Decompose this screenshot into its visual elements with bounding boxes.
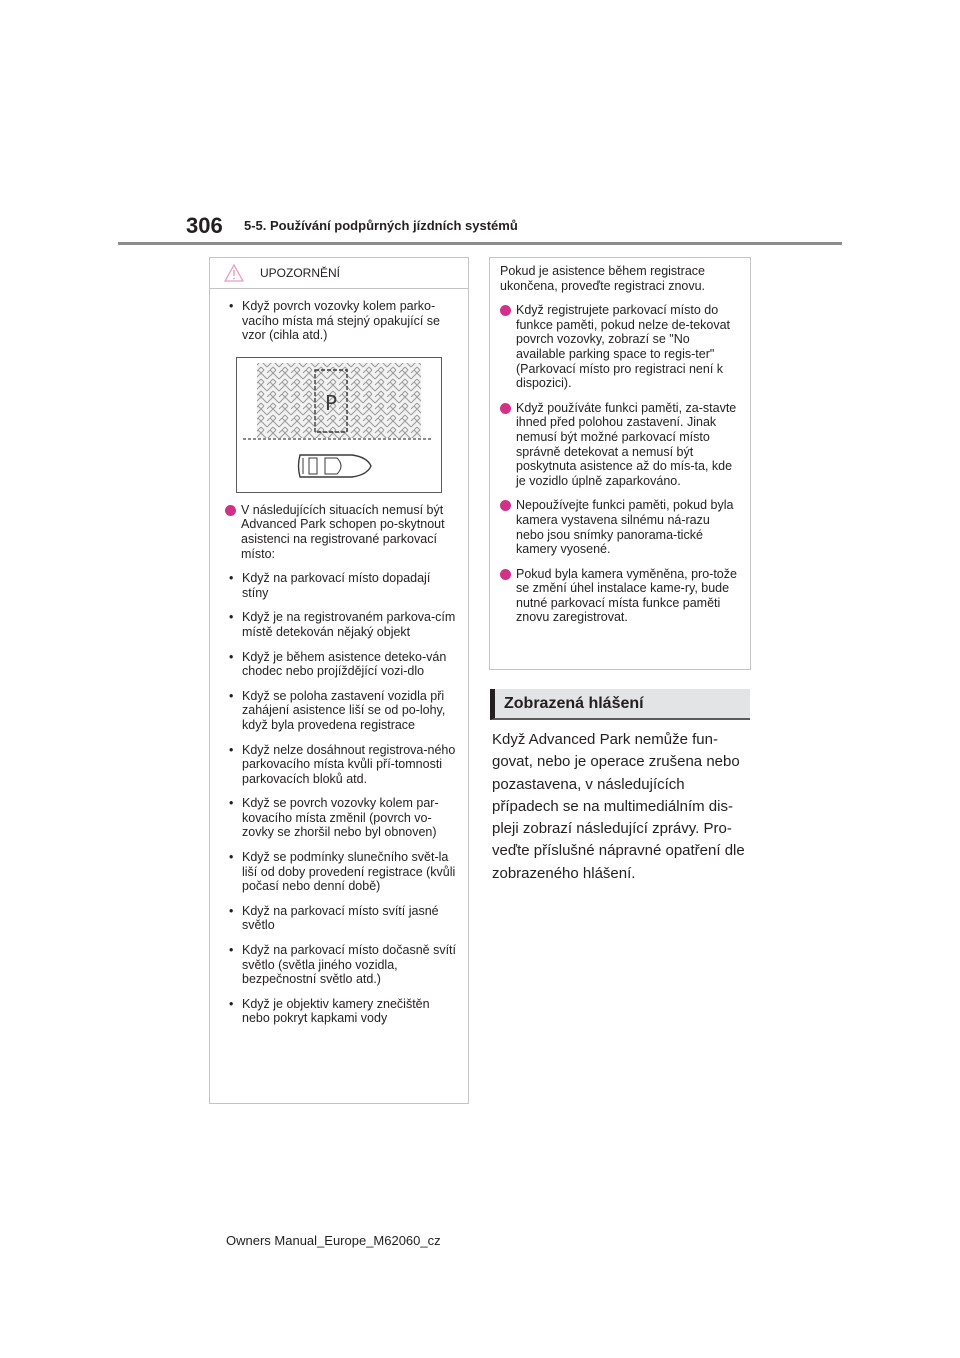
note-box bbox=[489, 257, 751, 670]
section-title: Zobrazená hlášení bbox=[490, 689, 750, 720]
page-number: 306 bbox=[186, 213, 223, 238]
list-item: • Když se poloha zastavení vozidla při zahájení asistence liší se od po-lohy, když byla provedena registrace bbox=[225, 689, 458, 733]
warning-content bbox=[210, 299, 468, 1026]
footer-text: Owners Manual_Europe_M62060_cz bbox=[226, 1233, 441, 1248]
list-item: Nepoužívejte funkci paměti, pokud byla kamera vystavena silnému ná-razu nebo jsou snímky panorama-tické kamery vyosené. bbox=[500, 498, 740, 556]
warning-box bbox=[209, 257, 469, 1104]
list-item: • Když na parkovací místo dopadají stíny bbox=[225, 571, 458, 600]
warning-header bbox=[210, 258, 468, 288]
list-item: • Když na parkovací místo dočasně svítí světlo (světla jiného vozidla, bezpečnostní světlo atd.) bbox=[225, 943, 458, 987]
note-content bbox=[490, 258, 750, 625]
section-paragraph: Když Advanced Park nemůže fun-govat, nebo je operace zrušena nebo pozastavena, v následujících případech se na multimediálním dis-pleji zobrazí následující zprávy. Pro-veďte příslušné nápravné opatření dle zobrazeného hlášení. bbox=[492, 731, 745, 882]
parking-pattern-illustration bbox=[236, 357, 442, 493]
car-icon bbox=[299, 455, 372, 477]
section-header: 5-5. Používání podpůrných jízdních systémů bbox=[244, 218, 518, 233]
note-intro: Pokud je asistence během registrace ukončena, proveďte registraci znovu. bbox=[500, 264, 706, 293]
list-item: • Když se povrch vozovky kolem par-kovacího místa změnil (povrch vo-zovky se zhoršil nebo byl obnoven) bbox=[225, 796, 458, 840]
list-item: • Když se podmínky slunečního svět-la liší od doby provedení registrace (kvůli počasí nebo denní době) bbox=[225, 850, 458, 894]
parking-label: P bbox=[324, 390, 338, 415]
list-item: • Když je během asistence deteko-ván chodec nebo projíždějící vozi-dlo bbox=[225, 650, 458, 679]
warning-divider bbox=[210, 288, 468, 289]
list-item: • Když povrch vozovky kolem parko-vacího místa má stejný opakující se vzor (cihla atd.) bbox=[225, 299, 458, 343]
header-divider bbox=[118, 242, 842, 245]
list-item: • Když nelze dosáhnout registrova-ného parkovacího místa kvůli pří-tomnosti parkovacích bloků atd. bbox=[225, 743, 458, 787]
warning-title: UPOZORNĚNÍ bbox=[260, 266, 341, 280]
list-item: • Když je na registrovaném parkova-cím místě detekován nějaký objekt bbox=[225, 610, 458, 639]
warning-bullet-list bbox=[225, 571, 458, 1026]
list-item: Když používáte funkci paměti, za-stavte ihned před polohou zastavení. Jinak nemusí být možné parkovací místo správně detekovat a nemusí být poskytnuta asistence až do mís-ta, kde je vozidlo úplně zaparkováno. bbox=[500, 401, 740, 489]
list-item: Pokud byla kamera vyměněna, pro-tože se změní úhel instalace kame-ry, bude nutné parkovací místa funkce paměti znovu zaregistrovat. bbox=[500, 567, 740, 625]
list-item: Když registrujete parkovací místo do funkce paměti, pokud nelze de-tekovat povrch vozovky, zobrazí se "No available parking space to regis-ter" (Parkovací místo pro registraci není k dispozici). bbox=[500, 303, 740, 391]
list-item: • Když na parkovací místo svítí jasné světlo bbox=[225, 904, 458, 933]
main-point: V následujících situacích nemusí být Advanced Park schopen po-skytnout asistenci na registrované parkovací místo: bbox=[225, 503, 458, 561]
brick-surface bbox=[257, 363, 421, 438]
warning-triangle-icon bbox=[224, 264, 244, 282]
list-item: • Když je objektiv kamery znečištěn nebo pokryt kapkami vody bbox=[225, 997, 458, 1026]
